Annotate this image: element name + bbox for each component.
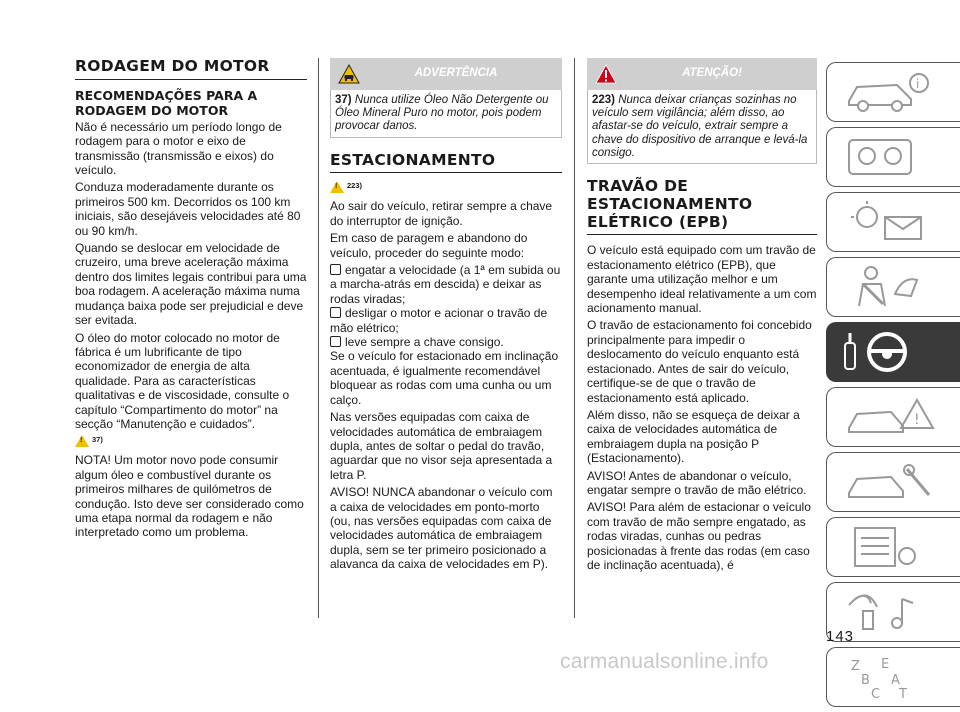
paragraph: Se o veículo for estacionado em inclinação acentuada, é igualmente recomendável bloquear as rodas com uma cunha ou um calço. (330, 349, 559, 407)
warning-lights-icon (841, 199, 941, 245)
paragraph: Não é necessário um período longo de rodagem para o motor e eixo de transmissão (transmissão e eixos) do veículo. (75, 119, 282, 178)
checkbox-bullet-icon (330, 264, 341, 275)
box-text: Nunca utilize Óleo Não Detergente ou Óleo Mineral Puro no motor, pois podem provocar danos. (335, 94, 549, 133)
tab-index[interactable] (826, 647, 960, 707)
paragraph: Em caso de paragem e abandono do veículo, proceder do seguinte modo: (330, 231, 528, 260)
chapter-tabs (826, 62, 960, 712)
paragraph: Ao sair do veículo, retirar sempre a chave do interruptor de ignição. (330, 199, 553, 228)
section-title-rodagem: RODAGEM DO MOTOR (75, 58, 307, 80)
paragraph: AVISO! Para além de estacionar o veículo com travão de mão sempre engatado, as rodas viradas, cunhas ou pedras posicionadas à frente das rodas (em caso de inclinação acentuada), é (587, 500, 811, 572)
warning-triangle-icon: ! (330, 181, 344, 193)
car-dashboard-icon (841, 134, 941, 180)
index-icon (841, 654, 941, 700)
box-text: Nunca deixar crianças sozinhas no veículo sem vigilância; além disso, ao afastar-se do veículo, extrair sempre a chave do dispositivo de arranque e levá-la consigo. (592, 94, 808, 159)
paragraph: AVISO! NUNCA abandonar o veículo com a caixa de velocidades em ponto-morto (ou, nas versões equipadas com caixa de velocidades automática de embraiagem dupla, sem se ter primeiro posicionado a alavanca da caixa de velocidades em P). (330, 485, 553, 572)
box-number: 37) (335, 94, 352, 106)
reference-number: 223) (347, 181, 363, 191)
tab-safety[interactable] (826, 257, 960, 317)
svg-text:T: T (899, 687, 907, 700)
svg-text:B: B (861, 673, 870, 688)
paragraph: Quando se deslocar em velocidade de cruzeiro, uma breve aceleração máxima dentro dos limites legais contribui para uma boa rodagem. A aceleração máxima numa mudança baixa pode ser prejudicial e deve ser evitada. (75, 241, 307, 328)
paragraph: Nas versões equipadas com caixa de velocidades automática de embraiagem dupla, antes de soltar o pedal do travão, aguardar que no visor seja apresentada a letra P. (330, 410, 553, 482)
tab-emergency[interactable] (826, 387, 960, 447)
svg-text:C: C (871, 687, 881, 700)
list-item: leve sempre a chave consigo. (330, 335, 562, 349)
advertencia-box-body (330, 90, 562, 138)
seatbelt-safety-icon (841, 264, 941, 310)
technical-data-icon (841, 524, 941, 570)
checkbox-bullet-icon (330, 307, 341, 318)
svg-text:i: i (916, 77, 920, 91)
subsection-title: RECOMENDAÇÕES PARA A RODAGEM DO MOTOR (75, 87, 258, 118)
paragraph: O travão de estacionamento foi concebido principalmente para impedir o deslocamento do veículo enquanto está estacionado. Antes de sair do veículo, certifique-se de que o travão de estacionamento está aplicado. (587, 318, 812, 405)
column-middle (330, 58, 562, 575)
list-item: desligar o motor e acionar o travão de mão elétrico; (330, 306, 548, 335)
steering-key-icon (841, 329, 941, 375)
paragraph: O veículo está equipado com um travão de estacionamento elétrico (EPB), que garante uma utilização melhor e um desempenho ideal relativamente a um com acionamento manual. (587, 243, 817, 316)
paragraph: AVISO! Antes de abandonar o veículo, engatar sempre o travão de mão elétrico. (587, 468, 807, 497)
paragraph: Conduza moderadamente durante os primeiros 500 km. Decorridos os 100 km iniciais, são desejáveis velocidades até 80 ou 90 km/h. (75, 180, 301, 238)
emergency-icon (841, 394, 941, 440)
tab-maintenance[interactable] (826, 452, 960, 512)
multimedia-icon (841, 589, 941, 635)
column-right (587, 58, 817, 575)
section-title-epb: TRAVÃO DE ESTACIONAMENTO ELÉTRICO (EPB) (587, 178, 817, 235)
tab-starting-driving[interactable] (826, 322, 960, 382)
watermark-text: carmanualsonline.info (560, 650, 769, 673)
maintenance-icon (841, 459, 941, 505)
box-title: ATENÇÃO! (682, 67, 742, 79)
reference-number: 37) (92, 435, 103, 445)
svg-text:E: E (881, 657, 890, 672)
svg-text:Z: Z (851, 659, 860, 674)
warning-triangle-icon: ! (75, 435, 89, 447)
atencao-box-header (587, 58, 817, 90)
column-left (75, 58, 307, 543)
advertencia-box-header (330, 58, 562, 90)
paragraph: Além disso, não se esqueça de deixar a caixa de velocidades automática de embraiagem dupla na posição P (Estacionamento). (587, 407, 800, 466)
list-item: engatar a velocidade (a 1ª em subida ou a marcha-atrás em descida) e deixar as rodas viradas; (330, 263, 561, 306)
tab-car-info[interactable] (826, 62, 960, 122)
paragraph: O óleo do motor colocado no motor de fábrica é um lubrificante de tipo economizador de energia de alta qualidade. Para as características qualitativas e de viscosidade, consulte o capítulo “Compartimento do motor” na secção “Manutenção e cuidados”. (75, 330, 290, 431)
section-title-estacionamento: ESTACIONAMENTO (330, 152, 562, 174)
box-number: 223) (592, 94, 616, 106)
svg-text:A: A (891, 673, 900, 688)
tab-dashboard[interactable] (826, 127, 960, 187)
warning-reference (75, 435, 307, 447)
car-info-icon (841, 69, 941, 115)
column-divider (318, 58, 319, 618)
tab-warning-lights[interactable] (826, 192, 960, 252)
box-title: ADVERTÊNCIA (414, 67, 498, 79)
tab-technical-data[interactable] (826, 517, 960, 577)
atencao-box-body (587, 90, 817, 164)
page-number: 143 (826, 628, 855, 645)
checkbox-bullet-icon (330, 336, 341, 347)
svg-text:!: ! (914, 412, 920, 428)
warning-reference (330, 181, 562, 193)
column-divider (574, 58, 575, 618)
paragraph: NOTA! Um motor novo pode consumir algum óleo e combustível durante os primeiros milhares de quilómetros de condução. Isto deve ser considerado como uma etapa normal da rodagem e não interpretado como um problema. (75, 453, 304, 540)
